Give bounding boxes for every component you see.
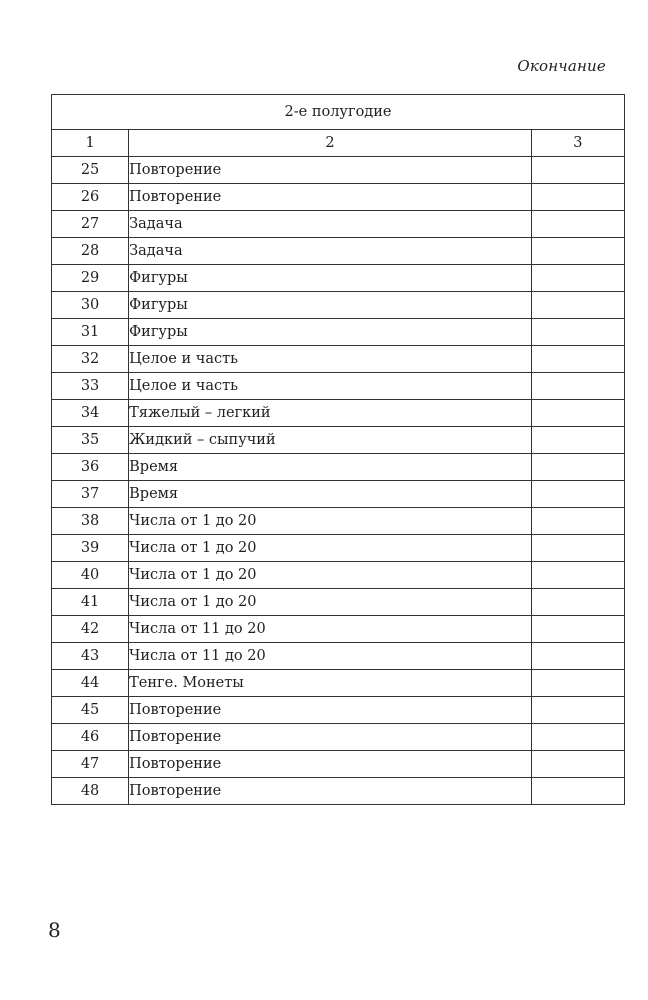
lesson-notes-cell: [531, 643, 624, 670]
lesson-topic: Фигуры: [129, 292, 532, 319]
table-row: [52, 508, 625, 535]
lesson-topic: Задача: [129, 238, 532, 265]
lesson-notes-cell: [531, 211, 624, 238]
lesson-topic: Повторение: [129, 724, 532, 751]
lesson-notes-cell: [531, 265, 624, 292]
lesson-notes-cell: [531, 319, 624, 346]
lesson-number: 45: [52, 697, 129, 724]
lesson-notes-cell: [531, 697, 624, 724]
lesson-notes-cell: [531, 751, 624, 778]
table-row: [52, 697, 625, 724]
lesson-number: 36: [52, 454, 129, 481]
column-header-3: 3: [531, 130, 624, 157]
lesson-number: 46: [52, 724, 129, 751]
table-row: [52, 643, 625, 670]
lesson-number: 42: [52, 616, 129, 643]
lesson-number: 32: [52, 346, 129, 373]
lesson-notes-cell: [531, 562, 624, 589]
lesson-topic: Время: [129, 481, 532, 508]
lesson-topic: Задача: [129, 211, 532, 238]
lesson-number: 40: [52, 562, 129, 589]
column-header-1: 1: [52, 130, 129, 157]
lesson-number: 48: [52, 778, 129, 805]
table-body: [52, 157, 625, 805]
lesson-topic: Повторение: [129, 778, 532, 805]
lesson-number: 27: [52, 211, 129, 238]
lesson-topic: Время: [129, 454, 532, 481]
table-row: [52, 265, 625, 292]
lesson-notes-cell: [531, 400, 624, 427]
lesson-notes-cell: [531, 670, 624, 697]
lesson-topic: Числа от 11 до 20: [129, 643, 532, 670]
lesson-topic: Целое и часть: [129, 346, 532, 373]
lesson-number: 26: [52, 184, 129, 211]
table-row: [52, 427, 625, 454]
table-row: [52, 184, 625, 211]
lesson-number: 31: [52, 319, 129, 346]
table-row: [52, 211, 625, 238]
lesson-number: 35: [52, 427, 129, 454]
lesson-topic: Повторение: [129, 751, 532, 778]
lesson-topic: Фигуры: [129, 319, 532, 346]
lesson-notes-cell: [531, 508, 624, 535]
lesson-topic: Тяжелый – легкий: [129, 400, 532, 427]
column-header-2: 2: [129, 130, 532, 157]
lesson-notes-cell: [531, 589, 624, 616]
lesson-topic: Числа от 1 до 20: [129, 562, 532, 589]
lesson-notes-cell: [531, 238, 624, 265]
lesson-topic: Повторение: [129, 697, 532, 724]
page-number: 8: [48, 918, 61, 942]
lesson-notes-cell: [531, 427, 624, 454]
lesson-notes-cell: [531, 454, 624, 481]
lesson-number: 25: [52, 157, 129, 184]
lesson-topic: Фигуры: [129, 265, 532, 292]
lesson-notes-cell: [531, 724, 624, 751]
table-row: [52, 454, 625, 481]
table-row: [52, 346, 625, 373]
lesson-number: 47: [52, 751, 129, 778]
lesson-number: 38: [52, 508, 129, 535]
lesson-topic: Числа от 1 до 20: [129, 589, 532, 616]
lesson-notes-cell: [531, 157, 624, 184]
table-row: [52, 562, 625, 589]
lesson-topic: Повторение: [129, 157, 532, 184]
table-row: [52, 238, 625, 265]
lesson-topic: Числа от 11 до 20: [129, 616, 532, 643]
lesson-notes-cell: [531, 778, 624, 805]
lesson-notes-cell: [531, 292, 624, 319]
table-row: [52, 535, 625, 562]
lesson-notes-cell: [531, 184, 624, 211]
lesson-notes-cell: [531, 481, 624, 508]
table-row: [52, 778, 625, 805]
lesson-number: 44: [52, 670, 129, 697]
table-row: [52, 481, 625, 508]
lesson-notes-cell: [531, 373, 624, 400]
lesson-number: 37: [52, 481, 129, 508]
table-row: [52, 589, 625, 616]
table-row: [52, 724, 625, 751]
lesson-notes-cell: [531, 535, 624, 562]
lesson-plan-table: [51, 94, 625, 805]
lesson-number: 28: [52, 238, 129, 265]
lesson-number: 29: [52, 265, 129, 292]
lesson-number: 43: [52, 643, 129, 670]
table-row: [52, 319, 625, 346]
table-title-row: [52, 95, 625, 130]
lesson-topic: Жидкий – сыпучий: [129, 427, 532, 454]
lesson-number: 39: [52, 535, 129, 562]
table-row: [52, 292, 625, 319]
lesson-topic: Числа от 1 до 20: [129, 508, 532, 535]
lesson-number: 33: [52, 373, 129, 400]
table-row: [52, 670, 625, 697]
lesson-topic: Тенге. Монеты: [129, 670, 532, 697]
table-row: [52, 400, 625, 427]
column-header-row: [52, 130, 625, 157]
lesson-number: 34: [52, 400, 129, 427]
lesson-topic: Числа от 1 до 20: [129, 535, 532, 562]
table-row: [52, 751, 625, 778]
lesson-number: 30: [52, 292, 129, 319]
lesson-notes-cell: [531, 346, 624, 373]
lesson-notes-cell: [531, 616, 624, 643]
table-row: [52, 373, 625, 400]
table-title: 2-е полугодие: [52, 95, 625, 130]
lesson-number: 41: [52, 589, 129, 616]
continuation-note: Окончание: [517, 57, 606, 75]
table-row: [52, 157, 625, 184]
lesson-topic: Повторение: [129, 184, 532, 211]
table-row: [52, 616, 625, 643]
lesson-topic: Целое и часть: [129, 373, 532, 400]
